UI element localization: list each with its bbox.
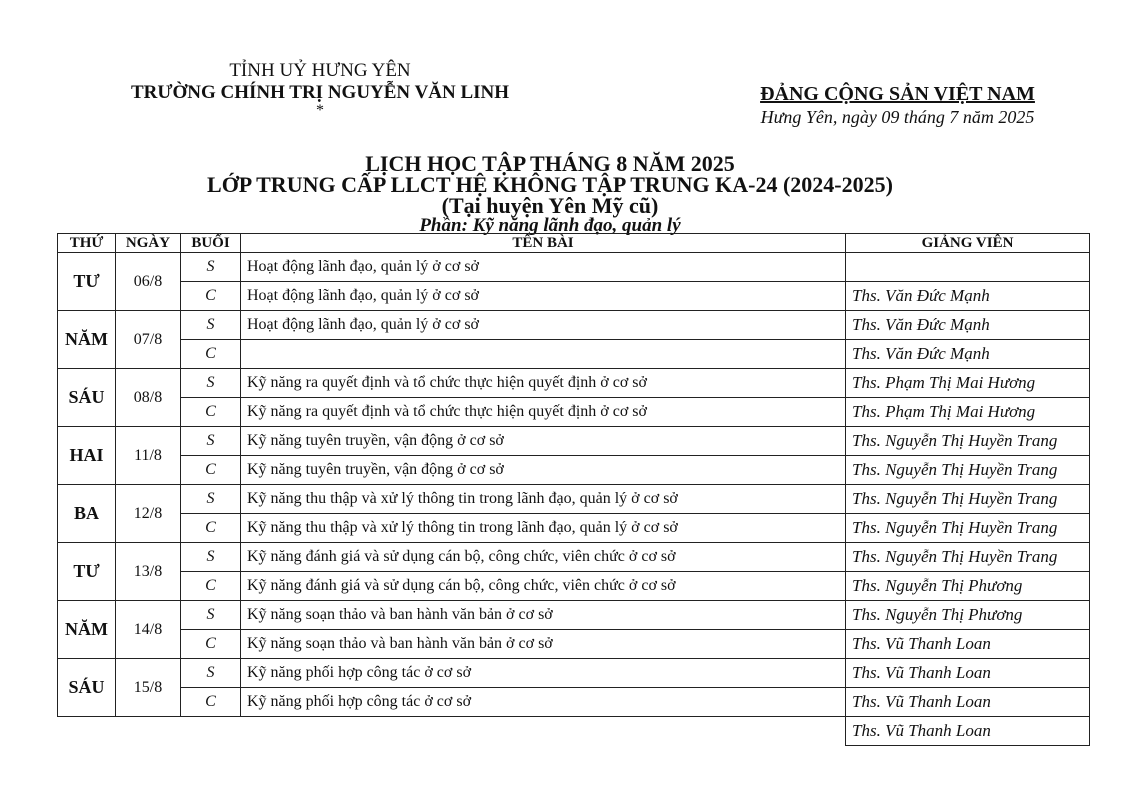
session-cell: S <box>181 485 241 514</box>
topic-cell: Hoạt động lãnh đạo, quản lý ở cơ sở <box>241 282 846 311</box>
day-cell: BA <box>58 485 116 543</box>
table-row <box>58 717 1090 746</box>
date-cell: 12/8 <box>116 485 181 543</box>
lecturer-cell: Ths. Phạm Thị Mai Hương <box>846 369 1090 398</box>
lecturer-cell: Ths. Vũ Thanh Loan <box>846 659 1090 688</box>
topic-cell: Kỹ năng soạn thảo và ban hành văn bản ở cơ sở <box>241 630 846 659</box>
session-cell: C <box>181 572 241 601</box>
topic-cell: Kỹ năng đánh giá và sử dụng cán bộ, công chức, viên chức ở cơ sở <box>241 572 846 601</box>
topic-cell <box>241 340 846 369</box>
class-name: LỚP TRUNG CẤP LLCT HỆ KHÔNG TẬP TRUNG KA-24 (2024-2025) <box>207 172 893 197</box>
day-cell: SÁU <box>58 369 116 427</box>
topic-cell: Kỹ năng tuyên truyền, vận động ở cơ sở <box>241 427 846 456</box>
lecturer-cell: Ths. Văn Đức Mạnh <box>846 311 1090 340</box>
lecturer-cell: Ths. Nguyễn Thị Huyền Trang <box>846 427 1090 456</box>
document-title-block <box>150 153 950 236</box>
party-block <box>755 82 1040 128</box>
table-row <box>58 456 1090 485</box>
table-row <box>58 369 1090 398</box>
table-row <box>58 340 1090 369</box>
session-cell: S <box>181 311 241 340</box>
lecturer-cell: Ths. Vũ Thanh Loan <box>846 717 1090 746</box>
table-row <box>58 282 1090 311</box>
topic-cell: Kỹ năng ra quyết định và tổ chức thực hiện quyết định ở cơ sở <box>241 369 846 398</box>
lecturer-cell: Ths. Nguyễn Thị Phương <box>846 572 1090 601</box>
topic-cell: Kỹ năng soạn thảo và ban hành văn bản ở cơ sở <box>241 601 846 630</box>
session-cell: S <box>181 427 241 456</box>
day-cell: NĂM <box>58 311 116 369</box>
session-cell: C <box>181 514 241 543</box>
date-cell: 15/8 <box>116 659 181 717</box>
table-row <box>58 659 1090 688</box>
session-cell: C <box>181 398 241 427</box>
session-cell: C <box>181 630 241 659</box>
date-cell: 07/8 <box>116 311 181 369</box>
table-row <box>58 253 1090 282</box>
topic-cell: Kỹ năng ra quyết định và tổ chức thực hiện quyết định ở cơ sở <box>241 398 846 427</box>
table-row <box>58 311 1090 340</box>
session-cell: S <box>181 253 241 282</box>
province-party-committee: TỈNH UỶ HƯNG YÊN <box>229 60 411 81</box>
table-row <box>58 398 1090 427</box>
header-lecturer: GIẢNG VIÊN <box>846 234 1090 253</box>
table-row <box>58 688 1090 717</box>
lecturer-cell <box>846 253 1090 282</box>
lecturer-cell: Ths. Văn Đức Mạnh <box>846 282 1090 311</box>
topic-cell: Hoạt động lãnh đạo, quản lý ở cơ sở <box>241 311 846 340</box>
session-cell: C <box>181 282 241 311</box>
issuer-block <box>130 60 510 118</box>
lecturer-cell: Ths. Văn Đức Mạnh <box>846 340 1090 369</box>
session-cell: S <box>181 659 241 688</box>
lecturer-cell: Ths. Nguyễn Thị Huyền Trang <box>846 514 1090 543</box>
place-date: Hưng Yên, ngày 09 tháng 7 năm 2025 <box>760 107 1035 127</box>
table-row <box>58 485 1090 514</box>
header-session: BUỔI <box>181 234 241 253</box>
table-row <box>58 630 1090 659</box>
topic-cell: Kỹ năng thu thập và xử lý thông tin trong lãnh đạo, quản lý ở cơ sở <box>241 514 846 543</box>
location: (Tại huyện Yên Mỹ cũ) <box>441 193 659 218</box>
header-day: THỨ <box>58 234 116 253</box>
topic-cell: Hoạt động lãnh đạo, quản lý ở cơ sở <box>241 253 846 282</box>
date-cell: 06/8 <box>116 253 181 311</box>
lecturer-cell: Ths. Nguyễn Thị Huyền Trang <box>846 485 1090 514</box>
school-name: TRƯỜNG CHÍNH TRỊ NGUYỄN VĂN LINH <box>130 82 510 103</box>
date-cell: 11/8 <box>116 427 181 485</box>
topic-cell: Kỹ năng đánh giá và sử dụng cán bộ, công chức, viên chức ở cơ sở <box>241 543 846 572</box>
table-row <box>58 427 1090 456</box>
session-cell: S <box>181 601 241 630</box>
day-cell: TƯ <box>58 543 116 601</box>
star-mark: * <box>316 102 324 119</box>
topic-cell: Kỹ năng phối hợp công tác ở cơ sở <box>241 659 846 688</box>
session-cell: C <box>181 688 241 717</box>
empty-cell <box>58 717 846 746</box>
date-cell: 14/8 <box>116 601 181 659</box>
session-cell: C <box>181 456 241 485</box>
table-row <box>58 514 1090 543</box>
schedule-body <box>58 253 1090 746</box>
table-row <box>58 543 1090 572</box>
lecturer-cell: Ths. Vũ Thanh Loan <box>846 688 1090 717</box>
schedule-table <box>57 233 1090 746</box>
table-row <box>58 601 1090 630</box>
header-topic: TÊN BÀI <box>241 234 846 253</box>
party-name: ĐẢNG CỘNG SẢN VIỆT NAM <box>760 83 1035 105</box>
document-title: LỊCH HỌC TẬP THÁNG 8 NĂM 2025 <box>365 151 735 176</box>
part-name: Phần: Kỹ năng lãnh đạo, quản lý <box>419 215 681 236</box>
session-cell: S <box>181 369 241 398</box>
day-cell: NĂM <box>58 601 116 659</box>
date-cell: 13/8 <box>116 543 181 601</box>
day-cell: SÁU <box>58 659 116 717</box>
lecturer-cell: Ths. Nguyễn Thị Huyền Trang <box>846 543 1090 572</box>
date-cell: 08/8 <box>116 369 181 427</box>
session-cell: S <box>181 543 241 572</box>
lecturer-cell: Ths. Nguyễn Thị Phương <box>846 601 1090 630</box>
header-date: NGÀY <box>116 234 181 253</box>
session-cell: C <box>181 340 241 369</box>
topic-cell: Kỹ năng phối hợp công tác ở cơ sở <box>241 688 846 717</box>
day-cell: TƯ <box>58 253 116 311</box>
lecturer-cell: Ths. Vũ Thanh Loan <box>846 630 1090 659</box>
table-header-row <box>58 234 1090 253</box>
table-row <box>58 572 1090 601</box>
lecturer-cell: Ths. Phạm Thị Mai Hương <box>846 398 1090 427</box>
lecturer-cell: Ths. Nguyễn Thị Huyền Trang <box>846 456 1090 485</box>
day-cell: HAI <box>58 427 116 485</box>
topic-cell: Kỹ năng thu thập và xử lý thông tin trong lãnh đạo, quản lý ở cơ sở <box>241 485 846 514</box>
topic-cell: Kỹ năng tuyên truyền, vận động ở cơ sở <box>241 456 846 485</box>
